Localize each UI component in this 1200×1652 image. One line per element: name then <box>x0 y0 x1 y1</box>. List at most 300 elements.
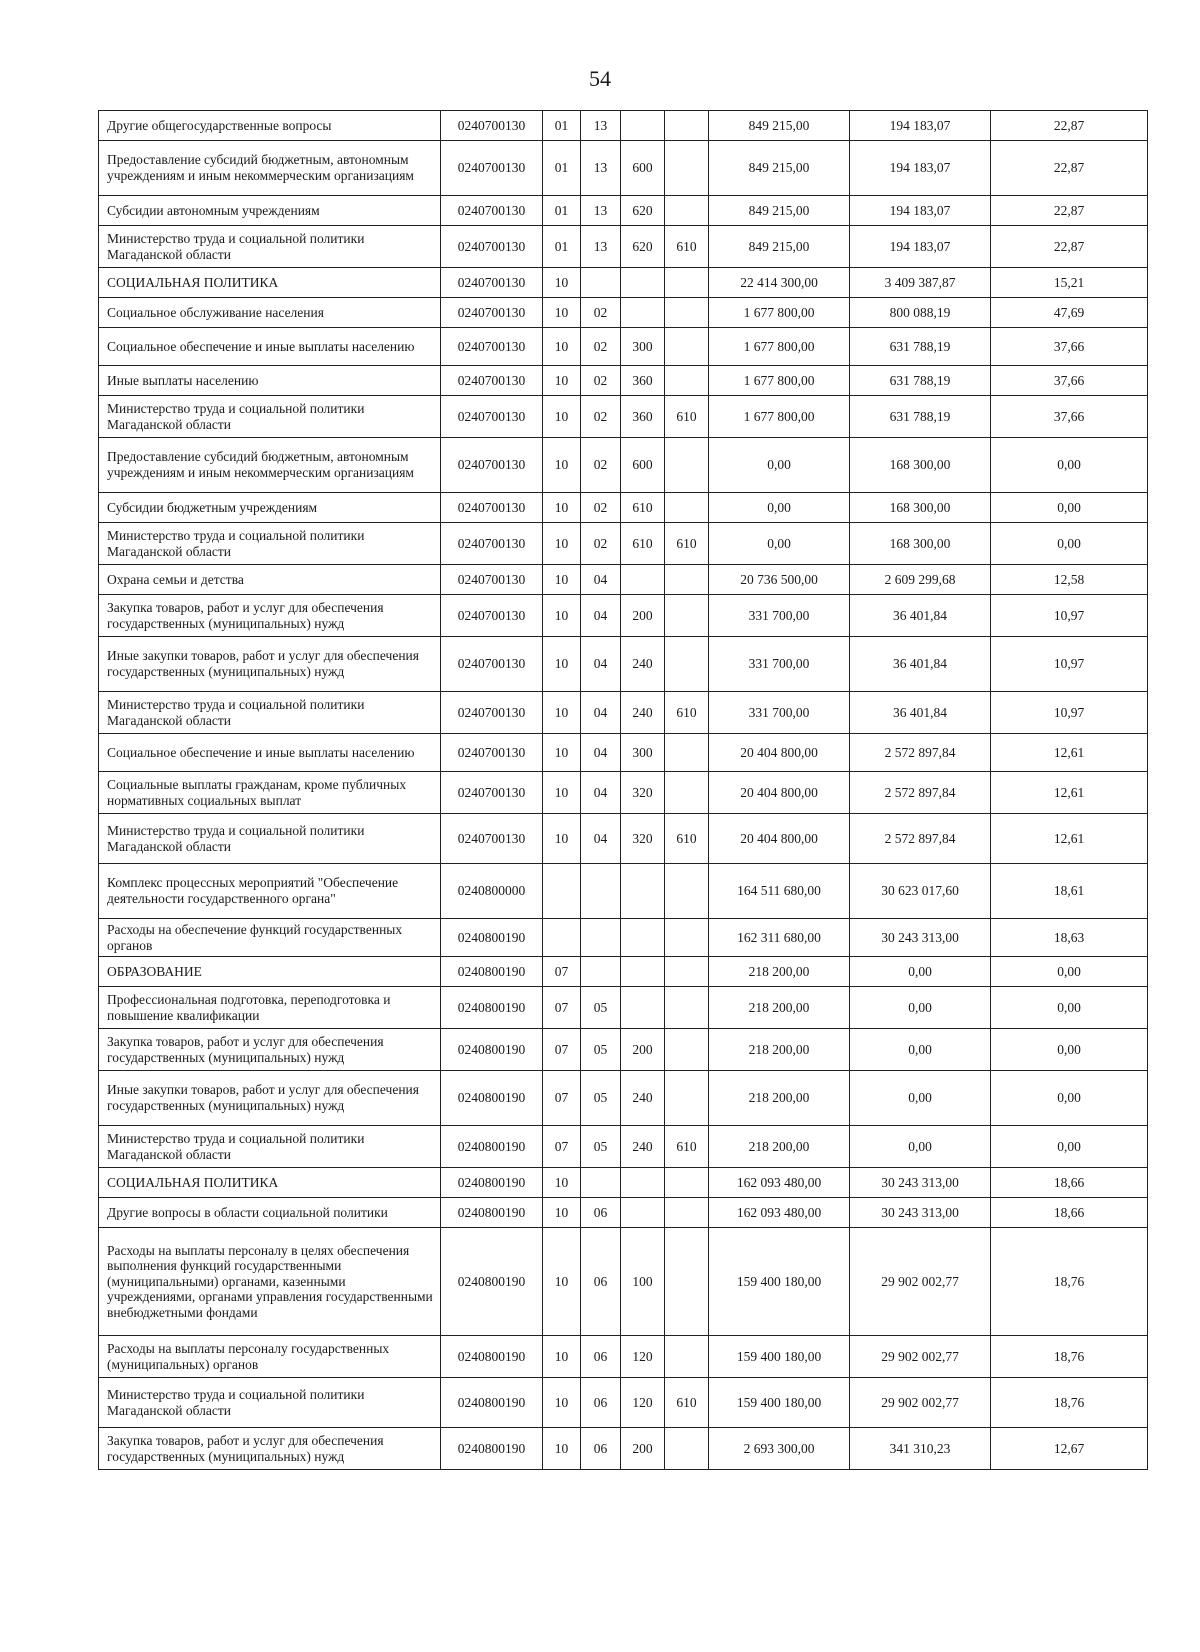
execution-percent: 12,61 <box>991 814 1148 864</box>
executed-amount: 168 300,00 <box>850 493 991 523</box>
administrator-code: 610 <box>665 1126 709 1168</box>
row-name: Субсидии автономным учреждениям <box>99 196 441 226</box>
row-name: Министерство труда и социальной политики Магаданской области <box>99 1126 441 1168</box>
administrator-code <box>665 493 709 523</box>
section-code: 10 <box>543 1198 581 1228</box>
table-row <box>99 396 1148 438</box>
target-article-code: 0240700130 <box>441 226 543 268</box>
administrator-code <box>665 438 709 493</box>
target-article-code: 0240800190 <box>441 1168 543 1198</box>
execution-percent: 0,00 <box>991 493 1148 523</box>
planned-amount: 20 404 800,00 <box>709 734 850 772</box>
row-name: Закупка товаров, работ и услуг для обеспечения государственных (муниципальных) нужд <box>99 1428 441 1470</box>
planned-amount: 849 215,00 <box>709 226 850 268</box>
row-name: Профессиональная подготовка, переподготовка и повышение квалификации <box>99 987 441 1029</box>
table-row <box>99 268 1148 298</box>
planned-amount: 849 215,00 <box>709 196 850 226</box>
table-row <box>99 987 1148 1029</box>
execution-percent: 47,69 <box>991 298 1148 328</box>
section-code: 10 <box>543 328 581 366</box>
execution-percent: 37,66 <box>991 396 1148 438</box>
executed-amount: 631 788,19 <box>850 396 991 438</box>
planned-amount: 0,00 <box>709 493 850 523</box>
executed-amount: 0,00 <box>850 1029 991 1071</box>
table-row <box>99 1228 1148 1336</box>
subsection-code <box>581 957 621 987</box>
executed-amount: 2 572 897,84 <box>850 772 991 814</box>
expense-type-code <box>621 957 665 987</box>
section-code: 01 <box>543 141 581 196</box>
administrator-code <box>665 957 709 987</box>
subsection-code: 04 <box>581 595 621 637</box>
row-name: Иные закупки товаров, работ и услуг для обеспечения государственных (муниципальных) нужд <box>99 1071 441 1126</box>
table-row <box>99 111 1148 141</box>
planned-amount: 1 677 800,00 <box>709 298 850 328</box>
expense-type-code <box>621 1168 665 1198</box>
row-name: Социальное обслуживание населения <box>99 298 441 328</box>
row-name: Охрана семьи и детства <box>99 565 441 595</box>
row-name: Закупка товаров, работ и услуг для обеспечения государственных (муниципальных) нужд <box>99 595 441 637</box>
executed-amount: 30 243 313,00 <box>850 1198 991 1228</box>
planned-amount: 162 093 480,00 <box>709 1198 850 1228</box>
target-article-code: 0240700130 <box>441 111 543 141</box>
section-code: 10 <box>543 268 581 298</box>
expense-type-code <box>621 565 665 595</box>
table-row <box>99 565 1148 595</box>
executed-amount: 194 183,07 <box>850 141 991 196</box>
section-code: 07 <box>543 1126 581 1168</box>
subsection-code <box>581 268 621 298</box>
target-article-code: 0240800190 <box>441 919 543 957</box>
execution-percent: 10,97 <box>991 692 1148 734</box>
execution-percent: 12,61 <box>991 772 1148 814</box>
expense-type-code: 120 <box>621 1378 665 1428</box>
executed-amount: 36 401,84 <box>850 637 991 692</box>
table-row <box>99 523 1148 565</box>
executed-amount: 800 088,19 <box>850 298 991 328</box>
administrator-code <box>665 734 709 772</box>
subsection-code: 04 <box>581 637 621 692</box>
executed-amount: 29 902 002,77 <box>850 1378 991 1428</box>
administrator-code <box>665 565 709 595</box>
planned-amount: 849 215,00 <box>709 141 850 196</box>
execution-percent: 15,21 <box>991 268 1148 298</box>
subsection-code: 04 <box>581 565 621 595</box>
table-row <box>99 772 1148 814</box>
executed-amount: 30 243 313,00 <box>850 919 991 957</box>
subsection-code: 06 <box>581 1378 621 1428</box>
expense-type-code: 620 <box>621 196 665 226</box>
budget-execution-table <box>98 110 1148 1470</box>
target-article-code: 0240800190 <box>441 1029 543 1071</box>
table-row <box>99 1071 1148 1126</box>
table-row <box>99 637 1148 692</box>
row-name: ОБРАЗОВАНИЕ <box>99 957 441 987</box>
execution-percent: 0,00 <box>991 438 1148 493</box>
section-code: 10 <box>543 734 581 772</box>
executed-amount: 168 300,00 <box>850 523 991 565</box>
subsection-code: 02 <box>581 493 621 523</box>
target-article-code: 0240700130 <box>441 328 543 366</box>
row-name: Министерство труда и социальной политики Магаданской области <box>99 1378 441 1428</box>
row-name: Иные закупки товаров, работ и услуг для обеспечения государственных (муниципальных) нужд <box>99 637 441 692</box>
execution-percent: 18,76 <box>991 1378 1148 1428</box>
row-name: Субсидии бюджетным учреждениям <box>99 493 441 523</box>
table-row <box>99 196 1148 226</box>
target-article-code: 0240700130 <box>441 268 543 298</box>
subsection-code: 02 <box>581 366 621 396</box>
expense-type-code: 610 <box>621 523 665 565</box>
administrator-code <box>665 595 709 637</box>
target-article-code: 0240700130 <box>441 438 543 493</box>
executed-amount: 29 902 002,77 <box>850 1228 991 1336</box>
row-name: Министерство труда и социальной политики Магаданской области <box>99 814 441 864</box>
expense-type-code <box>621 1198 665 1228</box>
section-code: 10 <box>543 366 581 396</box>
expense-type-code <box>621 987 665 1029</box>
execution-percent: 18,66 <box>991 1168 1148 1198</box>
planned-amount: 159 400 180,00 <box>709 1378 850 1428</box>
administrator-code <box>665 141 709 196</box>
target-article-code: 0240700130 <box>441 692 543 734</box>
target-article-code: 0240700130 <box>441 196 543 226</box>
table-row <box>99 1378 1148 1428</box>
planned-amount: 331 700,00 <box>709 692 850 734</box>
table-row <box>99 298 1148 328</box>
planned-amount: 218 200,00 <box>709 1071 850 1126</box>
planned-amount: 159 400 180,00 <box>709 1228 850 1336</box>
execution-percent: 37,66 <box>991 328 1148 366</box>
executed-amount: 2 572 897,84 <box>850 814 991 864</box>
table-row <box>99 919 1148 957</box>
table-row <box>99 595 1148 637</box>
subsection-code <box>581 864 621 919</box>
expense-type-code: 240 <box>621 1126 665 1168</box>
section-code: 10 <box>543 298 581 328</box>
subsection-code: 13 <box>581 111 621 141</box>
subsection-code: 05 <box>581 987 621 1029</box>
planned-amount: 159 400 180,00 <box>709 1336 850 1378</box>
execution-percent: 0,00 <box>991 1126 1148 1168</box>
expense-type-code: 360 <box>621 396 665 438</box>
planned-amount: 218 200,00 <box>709 957 850 987</box>
planned-amount: 22 414 300,00 <box>709 268 850 298</box>
planned-amount: 0,00 <box>709 523 850 565</box>
subsection-code: 02 <box>581 438 621 493</box>
section-code: 10 <box>543 1228 581 1336</box>
table-row <box>99 1126 1148 1168</box>
executed-amount: 0,00 <box>850 987 991 1029</box>
executed-amount: 30 243 313,00 <box>850 1168 991 1198</box>
target-article-code: 0240700130 <box>441 366 543 396</box>
row-name: Расходы на выплаты персоналу в целях обеспечения выполнения функций государственными (муниципальными) органами, казенными учреждениями, органами управления государственными внебюджетными фондами <box>99 1228 441 1336</box>
expense-type-code <box>621 864 665 919</box>
executed-amount: 631 788,19 <box>850 366 991 396</box>
execution-percent: 37,66 <box>991 366 1148 396</box>
execution-percent: 12,67 <box>991 1428 1148 1470</box>
table-row <box>99 864 1148 919</box>
executed-amount: 2 572 897,84 <box>850 734 991 772</box>
execution-percent: 18,66 <box>991 1198 1148 1228</box>
section-code: 10 <box>543 1378 581 1428</box>
section-code: 10 <box>543 814 581 864</box>
section-code: 01 <box>543 111 581 141</box>
subsection-code: 02 <box>581 396 621 438</box>
page-number: 54 <box>589 66 611 91</box>
section-code: 10 <box>543 772 581 814</box>
execution-percent: 12,58 <box>991 565 1148 595</box>
section-code: 07 <box>543 1029 581 1071</box>
executed-amount: 631 788,19 <box>850 328 991 366</box>
planned-amount: 1 677 800,00 <box>709 366 850 396</box>
row-name: Министерство труда и социальной политики Магаданской области <box>99 226 441 268</box>
executed-amount: 3 409 387,87 <box>850 268 991 298</box>
row-name: Социальное обеспечение и иные выплаты населению <box>99 734 441 772</box>
target-article-code: 0240700130 <box>441 814 543 864</box>
expense-type-code: 300 <box>621 328 665 366</box>
planned-amount: 331 700,00 <box>709 637 850 692</box>
subsection-code: 13 <box>581 196 621 226</box>
target-article-code: 0240800190 <box>441 1228 543 1336</box>
row-name: Социальные выплаты гражданам, кроме публичных нормативных социальных выплат <box>99 772 441 814</box>
row-name: Предоставление субсидий бюджетным, автономным учреждениям и иным некоммерческим организациям <box>99 438 441 493</box>
executed-amount: 341 310,23 <box>850 1428 991 1470</box>
target-article-code: 0240800000 <box>441 864 543 919</box>
expense-type-code: 240 <box>621 637 665 692</box>
target-article-code: 0240800190 <box>441 1071 543 1126</box>
subsection-code: 04 <box>581 734 621 772</box>
executed-amount: 194 183,07 <box>850 196 991 226</box>
planned-amount: 1 677 800,00 <box>709 396 850 438</box>
row-name: Расходы на выплаты персоналу государственных (муниципальных) органов <box>99 1336 441 1378</box>
executed-amount: 194 183,07 <box>850 111 991 141</box>
section-code: 07 <box>543 1071 581 1126</box>
expense-type-code: 600 <box>621 141 665 196</box>
executed-amount: 0,00 <box>850 1126 991 1168</box>
planned-amount: 162 311 680,00 <box>709 919 850 957</box>
target-article-code: 0240800190 <box>441 1198 543 1228</box>
row-name: Расходы на обеспечение функций государственных органов <box>99 919 441 957</box>
table-row <box>99 438 1148 493</box>
row-name: Комплекс процессных мероприятий "Обеспечение деятельности государственного органа" <box>99 864 441 919</box>
subsection-code: 06 <box>581 1228 621 1336</box>
administrator-code <box>665 1336 709 1378</box>
expense-type-code: 240 <box>621 1071 665 1126</box>
planned-amount: 162 093 480,00 <box>709 1168 850 1198</box>
expense-type-code: 320 <box>621 772 665 814</box>
target-article-code: 0240800190 <box>441 987 543 1029</box>
section-code: 10 <box>543 438 581 493</box>
expense-type-code: 620 <box>621 226 665 268</box>
subsection-code: 02 <box>581 328 621 366</box>
row-name: Министерство труда и социальной политики Магаданской области <box>99 396 441 438</box>
row-name: Министерство труда и социальной политики Магаданской области <box>99 523 441 565</box>
administrator-code <box>665 1228 709 1336</box>
expense-type-code <box>621 298 665 328</box>
section-code: 10 <box>543 595 581 637</box>
expense-type-code: 300 <box>621 734 665 772</box>
expense-type-code: 200 <box>621 1029 665 1071</box>
execution-percent: 22,87 <box>991 196 1148 226</box>
section-code: 01 <box>543 196 581 226</box>
table-row <box>99 1336 1148 1378</box>
row-name: Иные выплаты населению <box>99 366 441 396</box>
target-article-code: 0240800190 <box>441 1126 543 1168</box>
administrator-code <box>665 1168 709 1198</box>
expense-type-code <box>621 268 665 298</box>
expense-type-code: 360 <box>621 366 665 396</box>
expense-type-code: 610 <box>621 493 665 523</box>
executed-amount: 29 902 002,77 <box>850 1336 991 1378</box>
planned-amount: 218 200,00 <box>709 987 850 1029</box>
execution-percent: 18,63 <box>991 919 1148 957</box>
expense-type-code: 600 <box>621 438 665 493</box>
section-code: 10 <box>543 1428 581 1470</box>
target-article-code: 0240700130 <box>441 141 543 196</box>
subsection-code: 06 <box>581 1428 621 1470</box>
administrator-code <box>665 637 709 692</box>
administrator-code: 610 <box>665 814 709 864</box>
subsection-code: 02 <box>581 298 621 328</box>
administrator-code: 610 <box>665 692 709 734</box>
subsection-code: 04 <box>581 772 621 814</box>
administrator-code: 610 <box>665 523 709 565</box>
row-name: СОЦИАЛЬНАЯ ПОЛИТИКА <box>99 268 441 298</box>
table-row <box>99 1029 1148 1071</box>
table-row <box>99 1198 1148 1228</box>
executed-amount: 36 401,84 <box>850 595 991 637</box>
subsection-code: 13 <box>581 141 621 196</box>
subsection-code: 05 <box>581 1126 621 1168</box>
execution-percent: 22,87 <box>991 141 1148 196</box>
subsection-code: 05 <box>581 1029 621 1071</box>
administrator-code: 610 <box>665 1378 709 1428</box>
table-row <box>99 957 1148 987</box>
subsection-code: 04 <box>581 814 621 864</box>
execution-percent: 10,97 <box>991 595 1148 637</box>
section-code: 10 <box>543 637 581 692</box>
administrator-code <box>665 268 709 298</box>
table-row <box>99 814 1148 864</box>
row-name: Социальное обеспечение и иные выплаты населению <box>99 328 441 366</box>
execution-percent: 0,00 <box>991 1029 1148 1071</box>
execution-percent: 18,76 <box>991 1336 1148 1378</box>
planned-amount: 218 200,00 <box>709 1126 850 1168</box>
target-article-code: 0240800190 <box>441 1428 543 1470</box>
row-name: Другие вопросы в области социальной политики <box>99 1198 441 1228</box>
table-row <box>99 1168 1148 1198</box>
expense-type-code: 320 <box>621 814 665 864</box>
section-code: 01 <box>543 226 581 268</box>
section-code: 10 <box>543 565 581 595</box>
table-row <box>99 141 1148 196</box>
target-article-code: 0240700130 <box>441 493 543 523</box>
planned-amount: 2 693 300,00 <box>709 1428 850 1470</box>
target-article-code: 0240700130 <box>441 565 543 595</box>
expense-type-code: 200 <box>621 1428 665 1470</box>
administrator-code <box>665 196 709 226</box>
execution-percent: 0,00 <box>991 987 1148 1029</box>
administrator-code <box>665 298 709 328</box>
target-article-code: 0240700130 <box>441 772 543 814</box>
section-code: 10 <box>543 523 581 565</box>
executed-amount: 30 623 017,60 <box>850 864 991 919</box>
subsection-code: 06 <box>581 1336 621 1378</box>
expense-type-code: 240 <box>621 692 665 734</box>
executed-amount: 168 300,00 <box>850 438 991 493</box>
section-code: 07 <box>543 987 581 1029</box>
planned-amount: 20 404 800,00 <box>709 814 850 864</box>
planned-amount: 0,00 <box>709 438 850 493</box>
table-row <box>99 692 1148 734</box>
execution-percent: 0,00 <box>991 523 1148 565</box>
section-code <box>543 864 581 919</box>
table-row <box>99 493 1148 523</box>
subsection-code <box>581 1168 621 1198</box>
administrator-code <box>665 919 709 957</box>
target-article-code: 0240700130 <box>441 637 543 692</box>
administrator-code <box>665 772 709 814</box>
administrator-code <box>665 328 709 366</box>
table-row <box>99 366 1148 396</box>
administrator-code <box>665 987 709 1029</box>
target-article-code: 0240800190 <box>441 1378 543 1428</box>
executed-amount: 0,00 <box>850 1071 991 1126</box>
executed-amount: 0,00 <box>850 957 991 987</box>
table-row <box>99 226 1148 268</box>
section-code: 10 <box>543 493 581 523</box>
expense-type-code: 200 <box>621 595 665 637</box>
row-name: СОЦИАЛЬНАЯ ПОЛИТИКА <box>99 1168 441 1198</box>
row-name: Закупка товаров, работ и услуг для обеспечения государственных (муниципальных) нужд <box>99 1029 441 1071</box>
subsection-code: 04 <box>581 692 621 734</box>
target-article-code: 0240800190 <box>441 957 543 987</box>
table-row <box>99 734 1148 772</box>
administrator-code: 610 <box>665 396 709 438</box>
execution-percent: 22,87 <box>991 226 1148 268</box>
executed-amount: 194 183,07 <box>850 226 991 268</box>
planned-amount: 1 677 800,00 <box>709 328 850 366</box>
section-code: 10 <box>543 1168 581 1198</box>
table-row <box>99 328 1148 366</box>
administrator-code <box>665 111 709 141</box>
execution-percent: 22,87 <box>991 111 1148 141</box>
target-article-code: 0240800190 <box>441 1336 543 1378</box>
execution-percent: 18,76 <box>991 1228 1148 1336</box>
section-code: 10 <box>543 396 581 438</box>
section-code: 10 <box>543 1336 581 1378</box>
target-article-code: 0240700130 <box>441 396 543 438</box>
subsection-code: 05 <box>581 1071 621 1126</box>
row-name: Предоставление субсидий бюджетным, автономным учреждениям и иным некоммерческим организациям <box>99 141 441 196</box>
section-code: 07 <box>543 957 581 987</box>
planned-amount: 20 736 500,00 <box>709 565 850 595</box>
row-name: Другие общегосударственные вопросы <box>99 111 441 141</box>
row-name: Министерство труда и социальной политики Магаданской области <box>99 692 441 734</box>
section-code: 10 <box>543 692 581 734</box>
execution-percent: 0,00 <box>991 957 1148 987</box>
target-article-code: 0240700130 <box>441 523 543 565</box>
executed-amount: 2 609 299,68 <box>850 565 991 595</box>
administrator-code <box>665 1029 709 1071</box>
subsection-code: 13 <box>581 226 621 268</box>
administrator-code <box>665 864 709 919</box>
table-body <box>99 111 1148 1470</box>
expense-type-code: 100 <box>621 1228 665 1336</box>
administrator-code <box>665 1198 709 1228</box>
planned-amount: 164 511 680,00 <box>709 864 850 919</box>
execution-percent: 0,00 <box>991 1071 1148 1126</box>
